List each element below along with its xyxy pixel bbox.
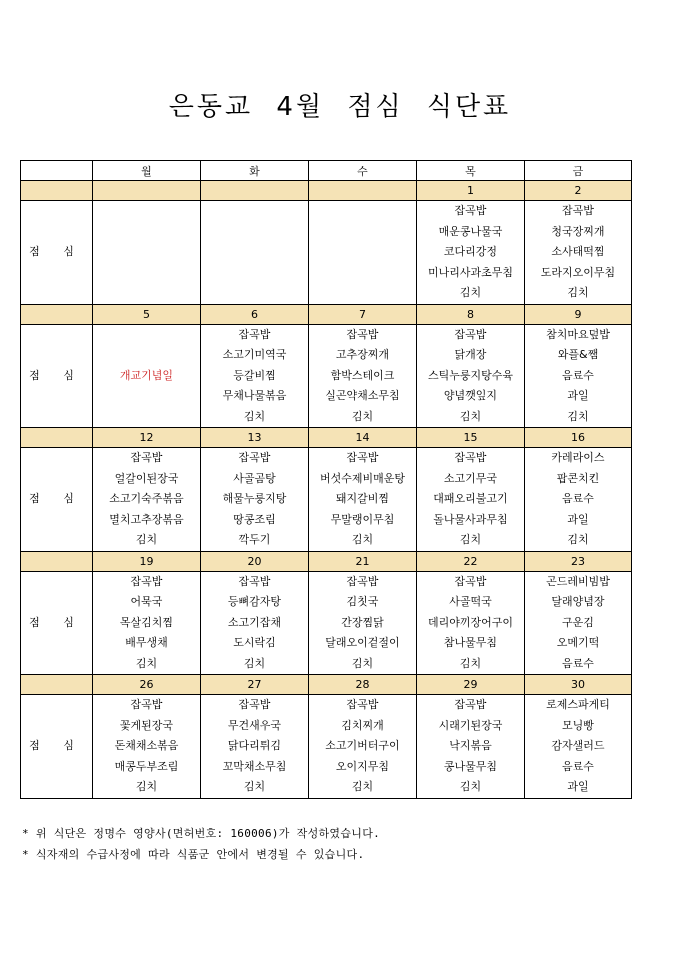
menu-item: 김치 [459,656,482,670]
menu-item: 닭다리튀김 [227,739,282,752]
menu-cell-tue [201,324,309,428]
menu-item: 사골곰탕 [233,471,276,485]
menu-item: 음료수 [562,368,594,382]
weekday-thu: 목 [417,161,525,181]
header-corner-cell [21,161,93,181]
menu-item: 김치 [567,533,589,546]
menu-item: 돈채채소볶음 [114,739,179,752]
menu-item: 잡곡밥 [130,698,163,711]
date-cell-mon: 12 [93,428,201,448]
menu-item: 소고기버터구이 [325,739,400,752]
menu-item: 함박스테이크 [330,368,395,382]
menu-item: 도시락김 [233,636,276,649]
menu-item: 김치 [351,533,374,546]
menu-cell-thu [417,695,525,799]
menu-cell-tue [201,571,309,675]
menu-item: 곤드레비빔밥 [546,574,610,588]
menu-item: 김치 [135,533,158,546]
menu-item: 팝콘치킨 [556,471,600,485]
date-cell-tue: 20 [201,551,309,571]
menu-item: 잡곡밥 [130,574,163,588]
menu-item: 해물누룽지탕 [222,492,287,505]
menu-item: 땅콩조림 [233,512,276,526]
menu-item: 잡곡밥 [454,698,487,711]
menu-cell-wed [309,448,417,552]
menu-cell-fri [525,695,632,799]
menu-item: 잡곡밥 [454,451,487,464]
menu-row [21,695,632,799]
menu-row [21,448,632,552]
menu-item: 잡곡밥 [346,327,379,341]
menu-item: 김치 [243,780,266,793]
menu-item: 낙지볶음 [449,739,492,752]
menu-item: 와플&쨈 [557,348,599,361]
date-cell-mon: 26 [93,675,201,695]
menu-item: 등뼈감자탕 [227,595,282,608]
menu-item: 김치 [351,409,374,423]
date-row-label-cell [21,551,93,571]
menu-item: 김칫국 [346,595,379,608]
menu-item: 목살김치찜 [119,615,174,629]
date-cell-tue [201,181,309,201]
menu-item: 참치마요덮밥 [546,327,610,341]
menu-cell-wed [309,324,417,428]
date-cell-fri: 16 [525,428,632,448]
menu-item: 깍두기 [238,533,271,546]
menu-cell-mon [93,695,201,799]
menu-item: 매콩두부조림 [114,759,179,773]
menu-item: 소사태떡찜 [551,245,605,258]
date-cell-mon: 19 [93,551,201,571]
weekday-mon: 월 [93,161,201,181]
menu-row [21,201,632,305]
menu-item: 데리야끼장어구이 [427,615,513,629]
menu-item: 매운콩나물국 [438,224,503,238]
meal-label: 점 심 [21,571,93,675]
menu-cell-wed [309,571,417,675]
menu-item: 과일 [567,780,589,793]
date-cell-thu: 1 [417,181,525,201]
footnote-change-notice: * 식자재의 수급사정에 따라 식품군 안에서 변경될 수 있습니다. [22,848,365,861]
menu-item: 김치 [459,533,482,546]
menu-item: 김치 [135,780,158,793]
menu-cell-tue [201,201,309,305]
date-row [21,675,632,695]
menu-item: 미나리사과초무침 [427,265,513,279]
page-title: 은동교 4월 점심 식단표 [168,92,512,122]
meal-label: 점 심 [21,448,93,552]
menu-cell-thu [417,571,525,675]
menu-item: 잡곡밥 [238,451,271,464]
date-row [21,181,632,201]
menu-item: 잡곡밥 [454,574,487,588]
date-cell-thu: 15 [417,428,525,448]
menu-item: 고추장찌개 [335,348,390,361]
menu-item: 닭개장 [454,348,487,361]
menu-item: 무채나물볶음 [222,389,287,402]
date-row [21,304,632,324]
menu-cell-mon [93,571,201,675]
date-cell-fri: 2 [525,181,632,201]
menu-cell-mon [93,324,201,428]
menu-item: 잡곡밥 [130,451,163,464]
menu-item: 김치 [243,409,266,423]
weekday-fri: 금 [525,161,632,181]
menu-item: 김치 [351,780,374,793]
menu-item: 사골떡국 [449,595,492,608]
date-row [21,428,632,448]
menu-row [21,571,632,675]
menu-item: 과일 [567,389,589,402]
holiday-label: 개교기념일 [119,368,174,382]
menu-item: 음료수 [562,656,594,670]
menu-item: 잡곡밥 [562,204,594,217]
menu-item: 간장찜닭 [341,615,384,629]
date-cell-thu: 29 [417,675,525,695]
menu-item: 음료수 [562,759,594,773]
footnotes [22,823,380,865]
menu-item: 꼬막채소무침 [222,759,287,773]
menu-item: 김치 [567,286,589,299]
menu-item: 소고기잡채 [227,615,282,629]
menu-item: 버섯수제비매운탕 [319,471,405,485]
menu-item: 오이지무침 [335,759,390,773]
date-cell-wed: 7 [309,304,417,324]
date-row-label-cell [21,675,93,695]
menu-item: 돌나물사과무침 [433,512,508,526]
date-cell-tue: 27 [201,675,309,695]
date-cell-wed: 14 [309,428,417,448]
menu-cell-fri [525,448,632,552]
menu-cell-thu [417,201,525,305]
weekday-header-row [21,161,632,181]
menu-item: 도라지오이무침 [540,265,616,279]
menu-cell-fri [525,571,632,675]
date-cell-fri: 23 [525,551,632,571]
date-cell-thu: 22 [417,551,525,571]
menu-item: 소고기숙주볶음 [109,492,184,505]
menu-cell-fri [525,324,632,428]
menu-item: 무말랭이무침 [330,512,395,526]
menu-item: 대패오리불고기 [433,492,508,505]
menu-cell-fri [525,201,632,305]
menu-item: 잡곡밥 [454,204,487,217]
date-cell-fri: 9 [525,304,632,324]
menu-item: 스틱누룽지탕수육 [427,368,513,382]
menu-item: 김치 [135,656,158,670]
menu-item: 멸치고추장볶음 [109,512,184,526]
menu-item: 달래양념장 [551,595,605,608]
menu-item: 얼갈이된장국 [114,471,179,485]
date-row-label-cell [21,304,93,324]
menu-item: 김치찌개 [341,718,384,732]
menu-item: 잡곡밥 [454,327,487,341]
menu-item: 콩나물무침 [443,759,498,773]
menu-item: 잡곡밥 [238,574,271,588]
date-row-label-cell [21,181,93,201]
menu-item: 잡곡밥 [346,574,379,588]
menu-item: 코다리강정 [443,245,498,258]
menu-item: 등갈비찜 [233,368,276,382]
menu-item: 무건새우국 [227,718,282,732]
menu-cell-thu [417,324,525,428]
menu-item: 달래오이겉절이 [325,636,400,649]
menu-cell-tue [201,448,309,552]
menu-item: 감자샐러드 [551,739,605,752]
menu-item: 청국장찌개 [551,224,605,238]
menu-cell-thu [417,448,525,552]
menu-item: 모닝빵 [562,718,594,732]
menu-item: 실곤약채소무침 [325,389,400,402]
menu-item: 잡곡밥 [346,698,379,711]
menu-cell-wed [309,695,417,799]
menu-item: 참나물무침 [443,636,498,649]
meal-label: 점 심 [21,324,93,428]
menu-item: 김치 [567,409,589,423]
date-cell-wed: 21 [309,551,417,571]
menu-item: 김치 [243,656,266,670]
meal-label: 점 심 [21,201,93,305]
menu-item: 잡곡밥 [346,451,379,464]
date-row [21,551,632,571]
footnote-dietitian: * 위 식단은 정명수 영양사(면허번호: 160006)가 작성하였습니다. [22,827,381,840]
menu-cell-wed [309,201,417,305]
date-row-label-cell [21,428,93,448]
menu-item: 구운김 [562,615,594,629]
menu-item: 소고기무국 [443,471,498,485]
menu-cell-mon [93,448,201,552]
menu-item: 돼지갈비찜 [335,492,390,505]
menu-item: 음료수 [562,492,594,505]
menu-item: 김치 [351,656,374,670]
menu-cell-mon [93,201,201,305]
menu-cell-tue [201,695,309,799]
menu-table [20,160,632,799]
menu-item: 카레라이스 [551,451,605,464]
menu-item: 오메기떡 [556,636,600,649]
date-cell-tue: 13 [201,428,309,448]
weekday-tue: 화 [201,161,309,181]
date-cell-thu: 8 [417,304,525,324]
menu-row [21,324,632,428]
date-cell-wed: 28 [309,675,417,695]
date-cell-tue: 6 [201,304,309,324]
weekday-wed: 수 [309,161,417,181]
menu-item: 어묵국 [130,595,163,608]
menu-item: 김치 [459,780,482,793]
menu-item: 잡곡밥 [238,698,271,711]
meal-label: 점 심 [21,695,93,799]
menu-item: 소고기미역국 [222,348,287,361]
date-cell-fri: 30 [525,675,632,695]
menu-item: 양념깻잎지 [443,389,498,402]
menu-item: 배무생채 [125,636,168,649]
date-cell-mon: 5 [93,304,201,324]
menu-item: 김치 [459,286,482,299]
menu-item: 로제스파게티 [546,698,610,711]
menu-item: 김치 [459,409,482,423]
menu-item: 꽃게된장국 [119,718,174,732]
menu-item: 시래기된장국 [438,718,503,732]
menu-item: 과일 [567,512,589,526]
date-cell-wed [309,181,417,201]
date-cell-mon [93,181,201,201]
menu-item: 잡곡밥 [238,327,271,341]
